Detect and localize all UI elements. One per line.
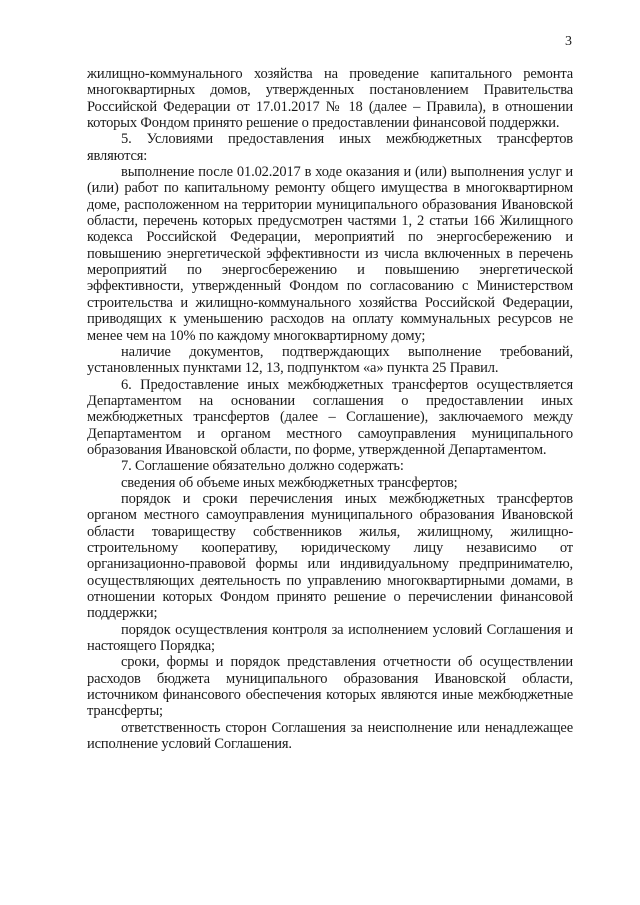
paragraph: ответственность сторон Соглашения за неисполнение или ненадлежащее исполнение условий Соглашения. xyxy=(87,719,573,753)
paragraph: сведения об объеме иных межбюджетных трансфертов; xyxy=(121,474,458,491)
paragraph: 7. Соглашение обязательно должно содержать: xyxy=(121,458,404,475)
paragraph: жилищно-коммунального хозяйства на проведение капитального ремонта многоквартирных домов, утвержденных постановлением Правительства Российской Федерации от 17.01.2017 № 18 (далее – Правила), в отношении которых Фондом принято решение о предоставлении финансовой поддержки. xyxy=(87,66,573,132)
paragraph: 5. Условиями предоставления иных межбюджетных трансфертов являются: xyxy=(87,131,573,164)
paragraph: 6. Предоставление иных межбюджетных трансфертов осуществляется Департаментом на основании соглашения о предоставлении иных межбюджетных трансфертов (далее – Соглашение), заключаемого между Департаментом и органом местного самоуправления муниципального образования Ивановской области, по форме, утвержденной Департаментом. xyxy=(87,376,573,458)
paragraph: порядок и сроки перечисления иных межбюджетных трансфертов органом местного самоуправления муниципального образования Ивановской области товариществу собственников жилья, жилищному, жилищно-строительному кооперативу, юридическому лицу независимо от организационно-правовой формы или индивидуальному предпринимателю, осуществляющих деятельность по управлению многоквартирными домами, в отношении которых Фондом принято решение о перечислении финансовой поддержки; xyxy=(87,490,573,622)
paragraph: порядок осуществления контроля за исполнением условий Соглашения и настоящего Порядка; xyxy=(87,621,573,655)
document-body xyxy=(87,66,573,752)
page-number: 3 xyxy=(565,34,572,49)
paragraph: выполнение после 01.02.2017 в ходе оказания и (или) выполнения услуг и (или) работ по капитальному ремонту общего имущества в многоквартирном доме, расположенном на территории муниципального образования Ивановской области, перечень которых предусмотрен частями 1, 2 статьи 166 Жилищного кодекса Российской Федерации, мероприятий по энергосбережению и повышению энергетической эффективности из числа включенных в перечень мероприятий по энергосбережению и повышению энергетической эффективности, утвержденный Фондом по согласованию с Министерством строительства и жилищно-коммунального хозяйства Российской Федерации, приводящих к уменьшению расходов на оплату коммунальных ресурсов не менее чем на 10% по каждому многоквартирному дому; xyxy=(87,164,573,344)
paragraph: наличие документов, подтверждающих выполнение требований, установленных пунктами 12, 13, подпунктом «а» пункта 25 Правил. xyxy=(87,343,573,377)
paragraph: сроки, формы и порядок представления отчетности об осуществлении расходов бюджета муниципального образования Ивановской области, источником финансового обеспечения которых являются иные межбюджетные трансферты; xyxy=(87,654,573,720)
